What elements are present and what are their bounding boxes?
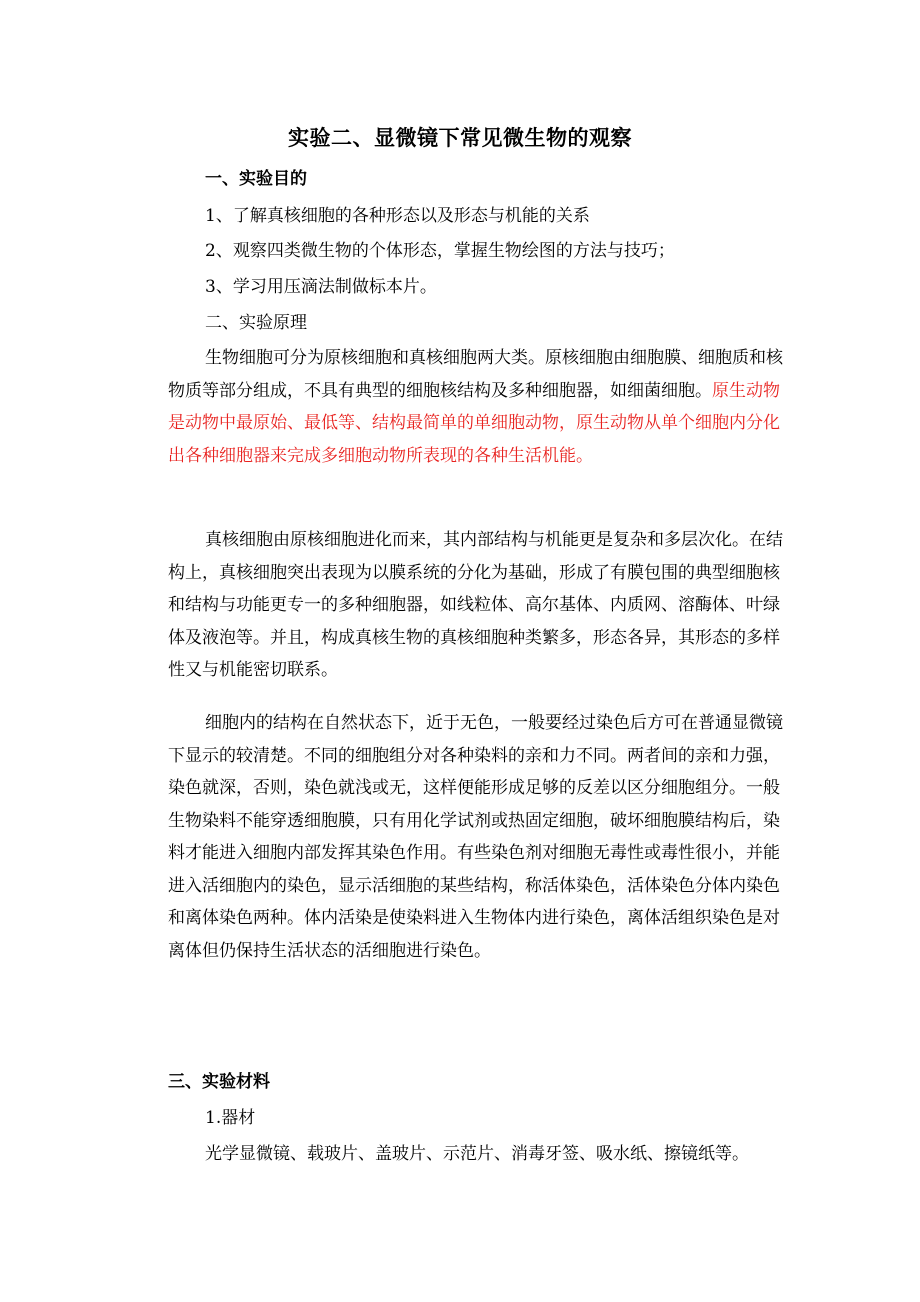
section2-heading: 二、实验原理	[205, 313, 307, 333]
paragraph-2-text: 真核细胞由原核细胞进化而来，其内部结构与机能更是复杂和多层次化。在结构上，真核细胞突出表现为以膜系统的分化为基础，形成了有膜包围的典型细胞核和结构与功能更专一的多种细胞器，如线粒体、高尔基体、内质网、溶酶体、叶绿体及液泡等。并且，构成真核生物的真核细胞种类繁多，形态各异，其形态的多样性又与机能密切联系。	[168, 530, 783, 680]
section3-heading: 三、实验材料	[168, 1072, 270, 1092]
principle-paragraph-1	[168, 342, 788, 472]
objective-item-3: 3、学习用压滴法制做标本片。	[205, 277, 437, 297]
principle-highlight-text: 原生动物是动物中最原始、最低等、结构最简单的单细胞动物，原生动物从单个细胞内分化出各种细胞器来完成多细胞动物所表现的各种生活机能。	[168, 380, 780, 466]
equipment-heading: 1.器材	[205, 1108, 256, 1128]
principle-paragraph-2	[168, 524, 788, 687]
section1-heading: 一、实验目的	[205, 169, 307, 189]
principle-paragraph-3	[168, 707, 788, 967]
document-title: 实验二、显微镜下常见微生物的观察	[288, 126, 632, 150]
objective-item-1: 1、了解真核细胞的各种形态以及形态与机能的关系	[205, 206, 590, 226]
equipment-list: 光学显微镜、载玻片、盖玻片、示范片、消毒牙签、吸水纸、擦镜纸等。	[205, 1144, 749, 1164]
principle-text: 生物细胞可分为原核细胞和真核细胞两大类。原核细胞由细胞膜、细胞质和核物质等部分组成，不具有典型的细胞核结构及多种细胞器，如细菌细胞。	[168, 348, 783, 401]
objective-item-2: 2、观察四类微生物的个体形态，掌握生物绘图的方法与技巧；	[205, 241, 675, 261]
paragraph-3-text: 细胞内的结构在自然状态下，近于无色，一般要经过染色后方可在普通显微镜下显示的较清楚。不同的细胞组分对各种染料的亲和力不同。两者间的亲和力强，染色就深，否则，染色就浅或无，这样便能形成足够的反差以区分细胞组分。一般生物染料不能穿透细胞膜，只有用化学试剂或热固定细胞，破坏细胞膜结构后，染料才能进入细胞内部发挥其染色作用。有些染色剂对细胞无毒性或毒性很小，并能进入活细胞内的染色，显示活细胞的某些结构，称活体染色，活体染色分体内染色和离体染色两种。体内活染是使染料进入生物体内进行染色，离体活组织染色是对离体但仍保持生活状态的活细胞进行染色。	[168, 713, 783, 961]
